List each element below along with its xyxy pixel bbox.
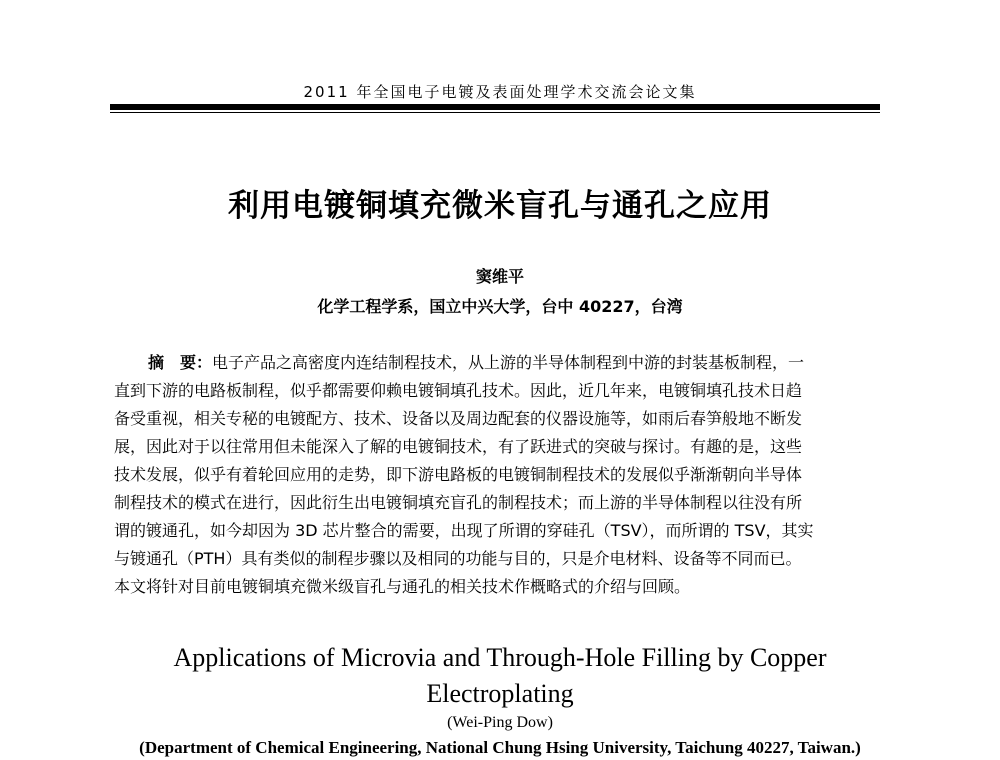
paper-title-english-line-1: Applications of Microvia and Through-Hole Filling by Copper [173,643,827,672]
abstract-line: 直到下游的电路板制程，似乎都需要仰赖电镀铜填孔技术。因此，近几年来，电镀铜填孔技术日趋 [114,381,803,400]
abstract-line: 技术发展，似乎有着轮回应用的走势，即下游电路板的电镀铜制程技术的发展似乎渐渐朝向半导体 [114,465,803,484]
paper-title-chinese: 利用电镀铜填充微米盲孔与通孔之应用 [228,188,772,224]
header-rule-thin [110,112,880,113]
abstract-chinese [114,349,884,601]
abstract-label: 摘 要： [148,353,213,372]
abstract-line: 展，因此对于以往常用但未能深入了解的电镀铜技术，有了跃进式的突破与探讨。有趣的是，这些 [114,437,803,456]
abstract-line: 摘 要：电子产品之高密度内连结制程技术，从上游的半导体制程到中游的封装基板制程，一 [148,353,805,372]
author-chinese: 窦维平 [475,267,524,286]
author-english: (Wei-Ping Dow) [447,714,553,731]
abstract-line: 本文将针对目前电镀铜填充微米级盲孔与通孔的相关技术作概略式的介绍与回顾。 [114,577,691,596]
abstract-line: 备受重视，相关专秘的电镀配方、技术、设备以及周边配套的仪器设施等，如雨后春笋般地不断发 [114,409,803,428]
abstract-line: 谓的镀通孔，如今却因为 3D 芯片整合的需要，出现了所谓的穿硅孔（TSV），而所谓的 TSV，其实 [114,521,814,540]
abstract-line: 与镀通孔（PTH）具有类似的制程步骤以及相同的功能与目的，只是介电材料、设备等不同而已。 [114,549,802,568]
affiliation-english: (Department of Chemical Engineering, National Chung Hsing University, Taichung 40227, Taiwan.) [139,738,861,757]
abstract-line: 制程技术的模式在进行，因此衍生出电镀铜填充盲孔的制程技术；而上游的半导体制程以往没有所 [114,493,803,512]
paper-title-english-line-2: Electroplating [426,679,574,708]
affiliation-chinese: 化学工程学系，国立中兴大学，台中 40227，台湾 [317,297,683,316]
running-header: 2011 年全国电子电镀及表面处理学术交流会论文集 [303,83,697,101]
paper-title-english [0,640,1000,712]
header-rule-thick [110,104,880,110]
